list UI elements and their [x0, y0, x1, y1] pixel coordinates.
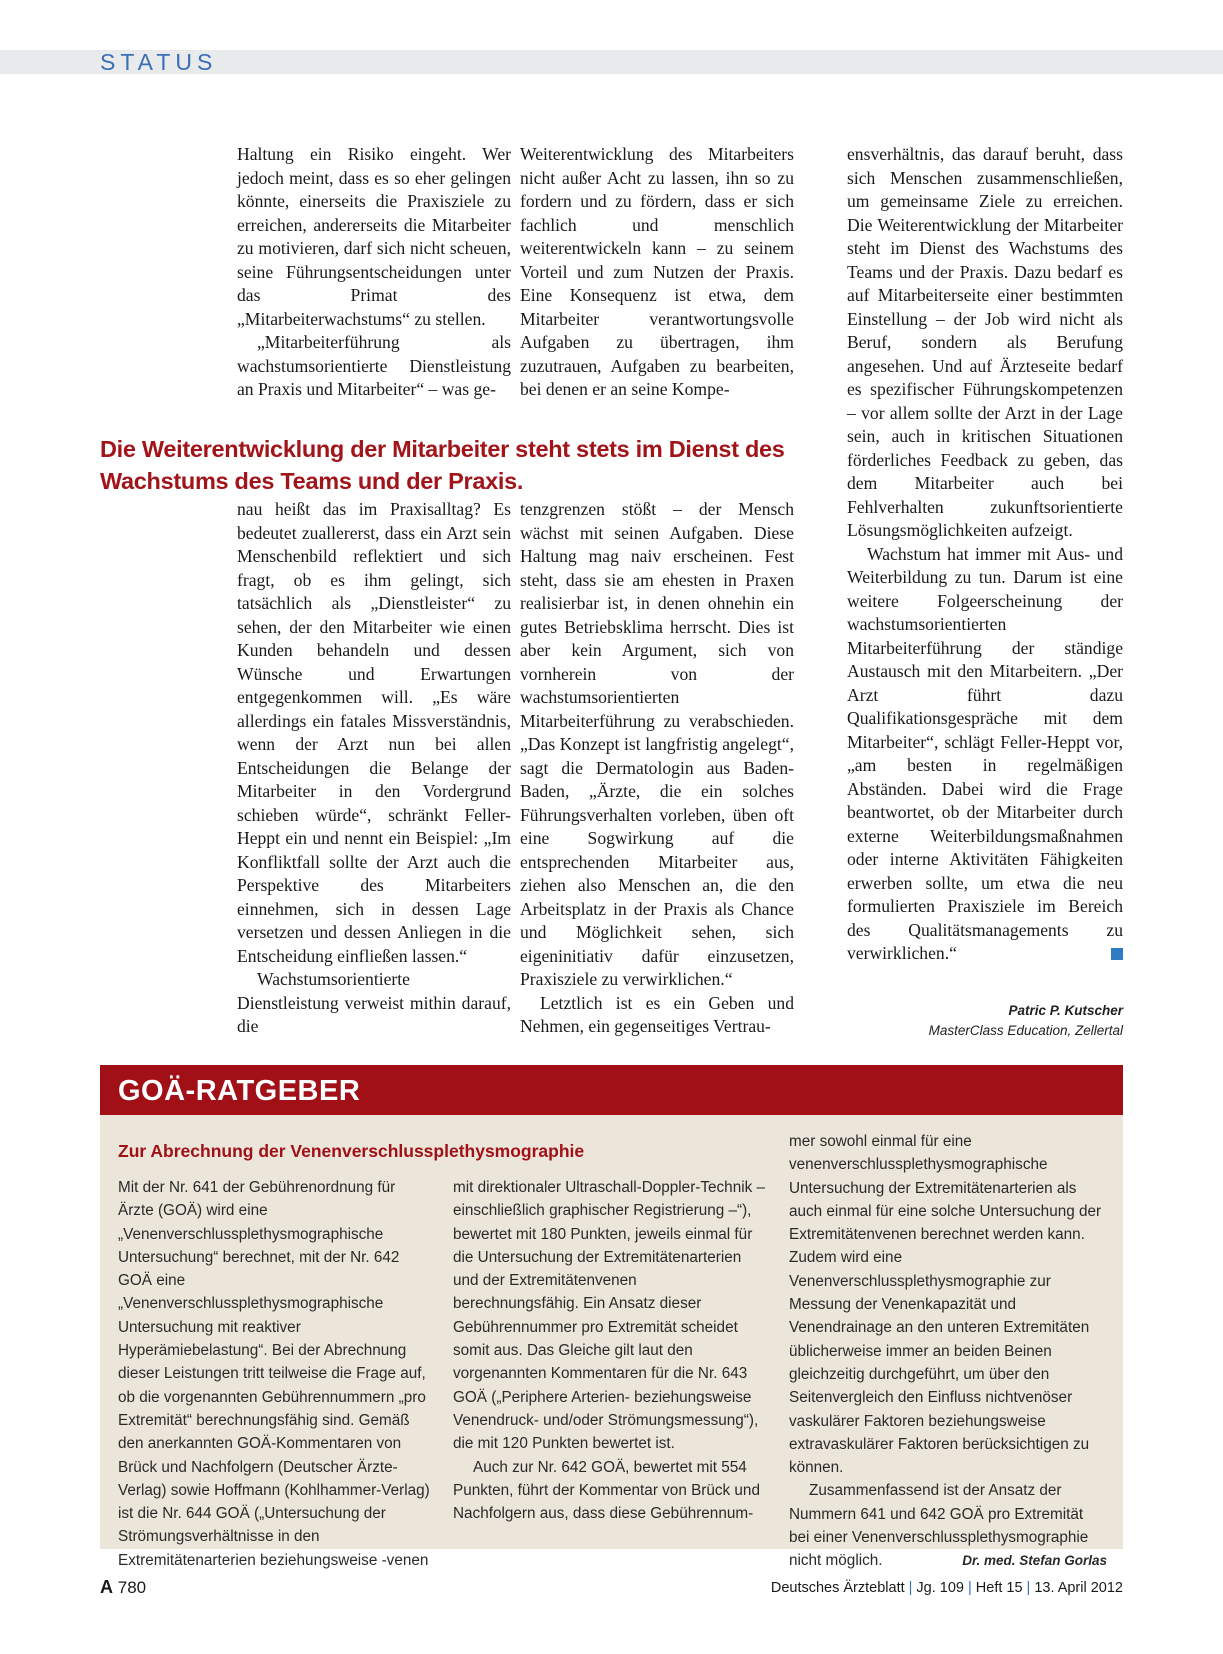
section-label: STATUS [100, 49, 218, 75]
paragraph: Weiterentwicklung des Mitarbeiters nicht außer Acht zu lassen, ihn so zu fordern und zu fördern, dass er sich fachlich und menschlich weiterentwickeln kann – zu seinem Vorteil und zum Nutzen der Praxis. Eine Konsequenz ist etwa, dem Mitarbeiter verantwortungsvolle Aufgaben zu übertragen, ihm zuzutrauen, Aufgaben zu bearbeiten, bei denen er an seine Kompe- [520, 144, 794, 399]
paragraph-text: Zusammenfassend ist der Ansatz der Nummern 641 und 642 GOÄ pro Extremität bei einer Venenverschlussplethysmographie nicht möglich. [789, 1482, 1089, 1570]
author-affiliation: MasterClass Education, Zellertal [928, 1023, 1123, 1038]
article-column-1b [237, 498, 511, 1039]
goa-column-3 [789, 1130, 1107, 1573]
paragraph: ensverhältnis, das darauf beruht, dass sich Menschen zusammenschließen, um gemeinsame Ziele zu erreichen. Die Weiterentwicklung der Mitarbeiter steht im Dienst des Wachstums des Teams und der Praxis. Dazu bedarf es auf Mitarbeiterseite einer bestimmten Einstellung – der Job wird nicht als Beruf, sondern als Berufung angesehen. Und auf Ärzteseite bedarf es spezifischer Führungskompetenzen – vor allem sollte der Arzt in der Lage sein, auch in kritischen Situationen förderliches Feedback zu geben, das dem Mitarbeiter auch bei Fehlverhalten zukunftsorientierte Lösungsmöglichkeiten aufzeigt. [847, 144, 1123, 540]
goa-title: GOÄ-RATGEBER [118, 1075, 361, 1107]
article-column-1 [237, 143, 511, 402]
paragraph: nau heißt das im Praxisalltag? Es bedeutet zuallererst, dass ein Arzt sein Menschenbild reflektiert und sich fragt, ob es ihm gelingt, sich tatsächlich als „Dienstleister“ zu sehen, der den Mitarbeiter wie einen Kunden behandeln und dessen Wünsche und Erwartungen entgegenkommen will. „Es wäre allerdings ein fatales Missverständnis, wenn der Arzt nun bei allen Entscheidungen die Belange der Mitarbeiter in den Vordergrund schieben würde“, schränkt Feller-Heppt ein und nennt ein Beispiel: „Im Konfliktfall sollte der Arzt auch die Perspektive des Mitarbeiters einnehmen, sich in dessen Lage versetzen und dessen Anliegen in die Entscheidung einfließen lassen.“ [237, 499, 511, 966]
goa-subtitle: Zur Abrechnung der Venenverschlussplethysmographie [118, 1141, 585, 1161]
paragraph: tenzgrenzen stößt – der Mensch wächst mit seinen Aufgaben. Diese Haltung mag naiv erscheinen. Fest steht, dass sie am ehesten in Praxen realisierbar ist, in denen ohnehin ein gutes Betriebsklima herrscht. Dies ist aber kein Argument, sich von vornherein von der wachstumsorientierten Mitarbeiterführung zu verabschieden. „Das Konzept ist langfristig angelegt“, sagt die Dermatologin aus Baden-Baden, „Ärzte, die ein solches Führungsverhalten vorleben, üben oft eine Sogwirkung auf die entsprechenden Mitarbeiter aus, ziehen also Menschen an, die den Arbeitsplatz in der Praxis als Chance und Möglichkeit sehen, sich eigeninitiativ dafür einzusetzen, Praxisziele zu verwirklichen.“ [520, 499, 794, 989]
paragraph: Haltung ein Risiko eingeht. Wer jedoch meint, dass es so eher gelingen könnte, einerseits die Praxisziele zu erreichen, andererseits die Mitarbeiter zu motivieren, darf sich nicht scheuen, seine Führungsentscheidungen unter das Primat des „Mitarbeiterwachstums“ zu stellen. [237, 144, 511, 329]
page-number-value: 780 [117, 1578, 147, 1597]
paragraph-text: Wachstum hat immer mit Aus- und Weiterbildung zu tun. Darum ist eine weitere Folgeerscheinung der wachstumsorientierten Mitarbeiterführung der ständige Austausch mit den Mitarbeitern. „Der Arzt führt dazu Qualifikationsgespräche mit dem Mitarbeiter“, schlägt Feller-Heppt vor, „am besten in regelmäßigen Abständen. Dabei wird die Frage beantwortet, ob der Mitarbeiter durch externe Weiterbildungsmaßnahmen oder interne Aktivitäten Fähigkeiten erwerben sollte, um etwa die neu formulierten Praxisziele im Bereich des Qualitätsmanagements zu verwirklichen.“ [847, 543, 1123, 963]
article-column-3 [847, 143, 1123, 966]
journal-issue: Heft 15 [975, 1580, 1023, 1596]
publication-info [771, 1580, 1123, 1596]
goa-column-2 [453, 1176, 765, 1525]
goa-author: Dr. med. Stefan Gorlas [962, 1553, 1107, 1569]
paragraph: Auch zur Nr. 642 GOÄ, bewertet mit 554 Punkten, führt der Kommentar von Brück und Nachfolgern aus, dass diese Gebührennum- [453, 1458, 760, 1523]
article-author [848, 1001, 1123, 1041]
paragraph: mer sowohl einmal für eine venenverschlussplethysmographische Untersuchung der Extremitätenarterien als auch einmal für eine solche Untersuchung der Extremitätenvenen berechnet werden kann. Zudem wird eine Venenverschlussplethysmographie zur Messung der Venenkapazität und Venendrainage an den unteren Extremitäten üblicherweise immer an beiden Beinen gleichzeitig durchgeführt, um über den Seitenvergleich den Einfluss nichtvenöser vaskulärer Faktoren beziehungsweise extravaskulärer Faktoren berücksichtigen zu können. [789, 1133, 1102, 1477]
journal-volume: Jg. 109 [916, 1580, 964, 1596]
paragraph: „Mitarbeiterführung als wachstumsorientierte Dienstleistung an Praxis und Mitarbeiter“ – was ge- [237, 332, 511, 399]
paragraph: mit direktionaler Ultraschall-Doppler-Technik – einschließlich graphischer Registrierung –“), bewertet mit 180 Punkten, jeweils einmal für die Untersuchung der Extremitätenarterien und der Extremitätenvenen berechnungsfähig. Ein Ansatz dieser Gebührennummer pro Extremität scheidet somit aus. Das Gleiche gilt laut den vorgenannten Kommentaren für die Nr. 643 GOÄ („Periphere Arterien- beziehungsweise Venendruck- und/oder Strömungsmessung“), die mit 120 Punkten bewertet ist. [453, 1179, 766, 1453]
paragraph [789, 1479, 1107, 1572]
article-column-2b [520, 498, 794, 1039]
paragraph [847, 543, 1123, 966]
page-number [100, 1577, 146, 1598]
goa-column-1 [118, 1176, 430, 1572]
author-name: Patric P. Kutscher [1008, 1003, 1123, 1018]
article-column-2 [520, 143, 794, 402]
pull-quote: Die Weiterentwicklung der Mitarbeiter steht stets im Dienst des Wachstums des Teams und der Praxis. [100, 436, 785, 494]
journal-date: 13. April 2012 [1034, 1580, 1123, 1596]
separator: | [908, 1580, 913, 1596]
paragraph: Wachstumsorientierte Dienstleistung verweist mithin darauf, die [237, 969, 511, 1036]
end-mark-icon [1111, 948, 1123, 960]
paragraph: Mit der Nr. 641 der Gebührenordnung für Ärzte (GOÄ) wird eine „Venenverschlussplethysmographische Untersuchung“ berechnet, mit der Nr. 642 GOÄ eine „Venenverschlussplethysmographische Untersuchung mit reaktiver Hyperämiebelastung“. Bei der Abrechnung dieser Leistungen tritt teilweise die Frage auf, ob die vorgenannten Gebührennummern „pro Extremität“ berechnungsfähig sind. Gemäß den anerkannten GOÄ-Kommentaren von Brück und Nachfolgern (Deutscher Ärzte-Verlag) sowie Hoffmann (Kohlhammer-Verlag) ist die Nr. 644 GOÄ („Untersuchung der Strömungsverhältnisse in den Extremitätenarterien beziehungsweise -venen [118, 1179, 430, 1569]
paragraph: Letztlich ist es ein Geben und Nehmen, ein gegenseitiges Vertrau- [520, 992, 794, 1036]
page-prefix: A [100, 1577, 113, 1597]
separator: | [1026, 1580, 1031, 1596]
journal-name: Deutsches Ärzteblatt [770, 1580, 905, 1596]
separator: | [968, 1580, 972, 1596]
